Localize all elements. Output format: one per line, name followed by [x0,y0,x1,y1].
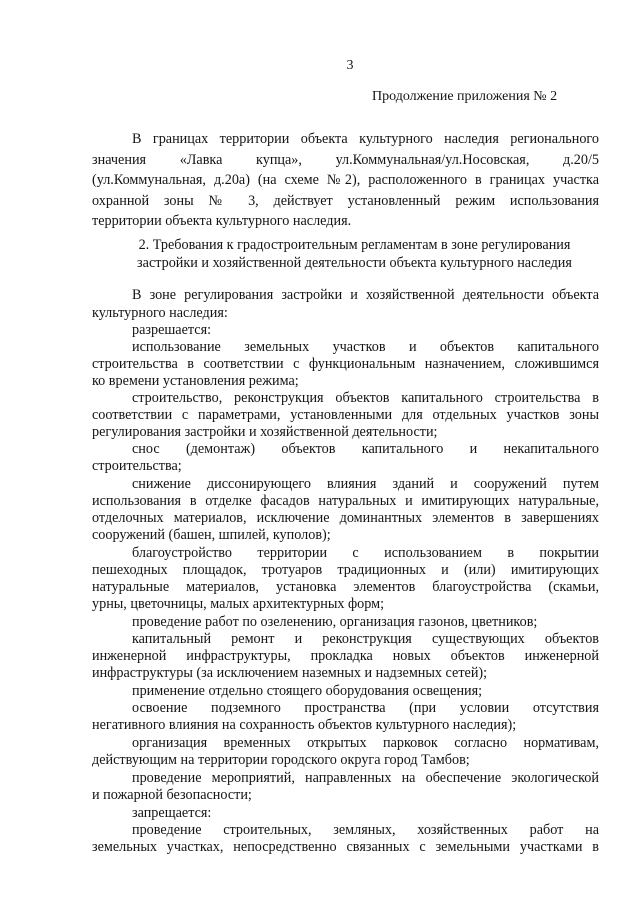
text-line: использование земельных участков и объектов капитального [132,339,599,355]
text-line: земельных участках, непосредственно связанных с земельными участками в [92,839,599,855]
text-line: инфраструктуры (за исключением наземных и надземных сетей); [92,665,488,681]
text-line: пешеходных площадок, тротуаров традиционных и (или) имитирующих [92,562,599,578]
text-line: регулирования застройки и хозяйственной деятельности; [92,424,438,440]
text-line: действующим на территории городского округа город Тамбов; [92,752,470,768]
text-line: значения «Лавка купца», ул.Коммунальная/ул.Носовская, д.20/5 [92,152,599,168]
text-line: застройки и хозяйственной деятельности объекта культурного наследия [137,255,572,271]
text-line: и пожарной безопасности; [92,787,252,803]
text-line: проведение мероприятий, направленных на обеспечение экологической [132,770,599,786]
text-line: организация временных открытых парковок согласно нормативам, [132,735,599,751]
text-line: инженерной инфраструктуры, прокладка новых объектов инженерной [92,648,599,664]
text-line: (ул.Коммунальная, д.20а) (на схеме №2), расположенного в границах участка [92,172,599,188]
text-line: 2. Требования к градостроительным регламентам в зоне регулирования [138,237,571,253]
text-line: охранной зоны № 3, действует установленный режим использования [92,193,599,209]
text-line: освоение подземного пространства (при условии отсутствия [132,700,599,716]
page-number: 3 [346,58,354,73]
text-line: проведение работ по озеленению, организация газонов, цветников; [132,614,538,630]
text-line: запрещается: [132,805,212,821]
text-line: благоустройство территории с использованием в покрытии [132,545,599,561]
text-line: отделочных материалов, исключение доминантных элементов в завершениях [92,510,599,526]
text-line: строительства в соответствии с функциональным назначением, сложившимся [92,356,599,372]
text-line: культурного наследия: [92,305,228,321]
text-line: натуральные материалов, установка элементов благоустройства (скамьи, [92,579,599,595]
text-line: снос (демонтаж) объектов капитального и некапитального [132,441,599,457]
text-line: разрешается: [132,322,212,338]
text-line: использования в отделке фасадов натуральных и имитирующих натуральные, [92,493,599,509]
text-line: сооружений (башен, шпилей, куполов); [92,527,331,543]
text-line: строительства; [92,458,182,474]
text-line: проведение строительных, земляных, хозяйственных работ на [132,822,599,838]
text-line: урны, цветочницы, малых архитектурных форм; [92,596,385,612]
text-line: применение отдельно стоящего оборудования освещения; [132,683,483,699]
text-line: капитальный ремонт и реконструкция существующих объектов [132,631,599,647]
text-line: негативного влияния на сохранность объектов культурного наследия); [92,717,517,733]
text-line: В границах территории объекта культурного наследия регионального [132,131,599,147]
continuation-header: Продолжение приложения № 2 [372,89,558,104]
text-line: территории объекта культурного наследия. [92,213,352,229]
text-line: снижение диссонирующего влияния зданий и сооружений путем [132,476,599,492]
text-line: ко времени установления режима; [92,373,299,389]
text-line: соответствии с параметрами, установленными для отдельных участков зоны [92,407,599,423]
text-line: В зоне регулирования застройки и хозяйственной деятельности объекта [132,287,599,303]
text-line: строительство, реконструкция объектов капитального строительства в [132,390,599,406]
